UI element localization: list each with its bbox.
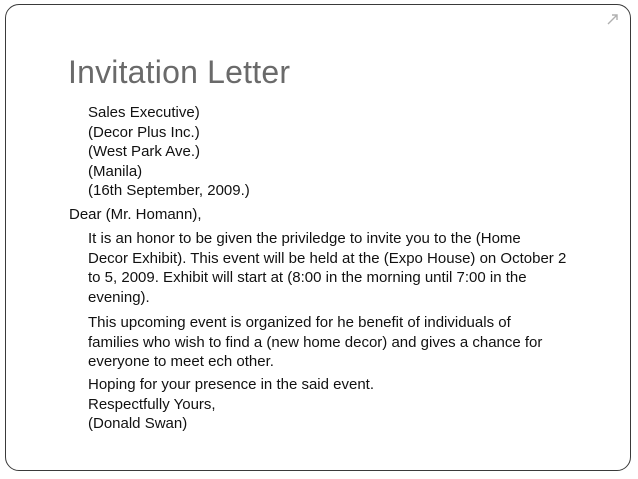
salutation: Dear (Mr. Homann), <box>69 206 202 223</box>
paragraph-line: evening). <box>88 288 150 306</box>
address-line: (16th September, 2009.) <box>88 182 250 199</box>
paragraph-purpose <box>88 313 542 372</box>
paragraph-line: This upcoming event is organized for he benefit of individuals of <box>88 314 511 331</box>
address-line: Sales Executive) <box>88 104 200 121</box>
address-line: (Decor Plus Inc.) <box>88 123 200 141</box>
paragraph-invitation <box>88 229 566 307</box>
page-title: Invitation Letter <box>68 54 291 90</box>
address-line: (Manila) <box>88 162 143 180</box>
closing-line: Hoping for your presence in the said event. <box>88 376 375 393</box>
arrow-icon <box>606 12 620 26</box>
paragraph-line: It is an honor to be given the priviledge to invite you to the (Home <box>88 230 521 247</box>
letter-closing <box>88 375 374 434</box>
paragraph-line: everyone to meet ech other. <box>88 353 274 370</box>
signature-name: (Donald Swan) <box>88 415 188 432</box>
address-line: (West Park Ave.) <box>88 143 200 160</box>
recipient-address <box>88 103 250 201</box>
paragraph-line: to 5, 2009. Exhibit will start at (8:00 in the morning until 7:00 in the <box>88 269 527 286</box>
closing-line: Respectfully Yours, <box>88 395 216 413</box>
paragraph-line: Decor Exhibit). This event will be held at the (Expo House) on October 2 <box>88 249 567 267</box>
paragraph-line: families who wish to find a (new home decor) and gives a chance for <box>88 333 543 351</box>
